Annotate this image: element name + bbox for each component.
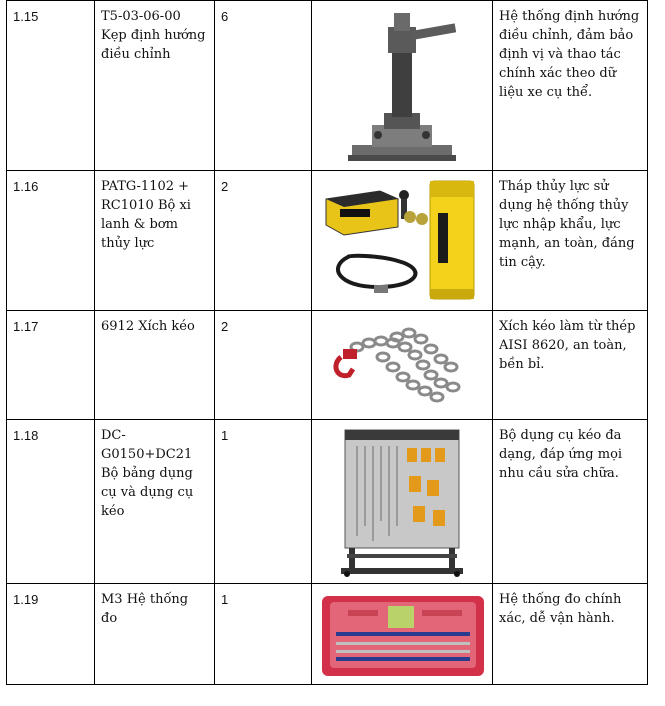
item-description: Xích kéo làm từ thép AISI 8620, an toàn, bền bỉ. — [493, 311, 648, 420]
pulling-chain-icon — [327, 317, 477, 407]
item-description: Bộ dụng cụ kéo đa dạng, đáp ứng mọi nhu cầu sửa chữa. — [493, 420, 648, 584]
item-image-cell — [312, 311, 493, 420]
hydraulic-pump-cylinder-icon — [318, 177, 493, 307]
equipment-table — [6, 0, 648, 685]
row-number: 1.19 — [7, 584, 95, 685]
item-description: Tháp thủy lực sử dụng hệ thống thủy lực nhập khẩu, lực mạnh, an toàn, đáng tin cậy. — [493, 171, 648, 311]
row-number: 1.18 — [7, 420, 95, 584]
item-quantity: 2 — [215, 171, 312, 311]
measuring-system-case-icon — [318, 590, 488, 680]
table-row — [7, 420, 648, 584]
item-name: PATG-1102 + RC1010 Bộ xi lanh & bơm thủy lực — [95, 171, 215, 311]
item-description: Hệ thống đo chính xác, dễ vận hành. — [493, 584, 648, 685]
table-row — [7, 584, 648, 685]
table-row — [7, 171, 648, 311]
item-quantity: 6 — [215, 1, 312, 171]
directional-clamp-icon — [342, 7, 462, 167]
item-description: Hệ thống định hướng điều chỉnh, đảm bảo định vị và thao tác chính xác theo dữ liệu xe cụ thể. — [493, 1, 648, 171]
table-row — [7, 311, 648, 420]
item-name: M3 Hệ thống đo — [95, 584, 215, 685]
table-row — [7, 1, 648, 171]
item-quantity: 1 — [215, 420, 312, 584]
item-image-cell — [312, 584, 493, 685]
row-number: 1.16 — [7, 171, 95, 311]
row-number: 1.15 — [7, 1, 95, 171]
item-name: 6912 Xích kéo — [95, 311, 215, 420]
item-image-cell — [312, 420, 493, 584]
item-name: T5-03-06-00 Kẹp định hướng điều chỉnh — [95, 1, 215, 171]
tool-board-icon — [337, 426, 467, 578]
row-number: 1.17 — [7, 311, 95, 420]
item-quantity: 2 — [215, 311, 312, 420]
item-image-cell — [312, 1, 493, 171]
item-name: DC-G0150+DC21 Bộ bảng dụng cụ và dụng cụ kéo — [95, 420, 215, 584]
item-image-cell — [312, 171, 493, 311]
item-quantity: 1 — [215, 584, 312, 685]
